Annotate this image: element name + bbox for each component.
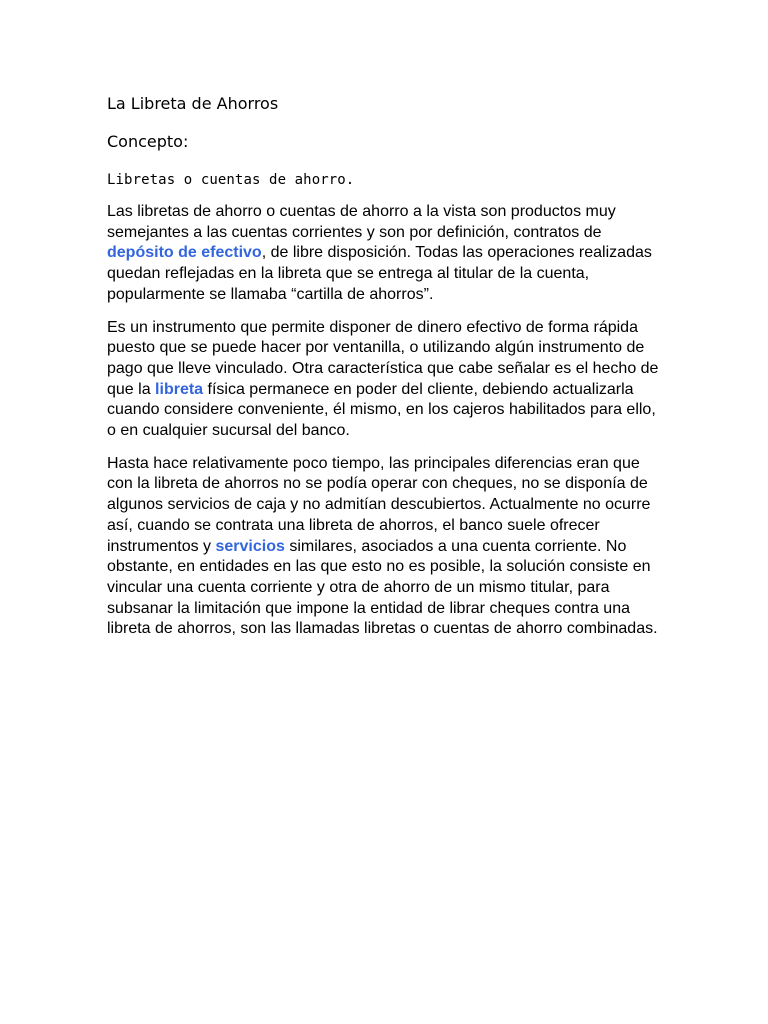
document-page — [107, 92, 667, 652]
paragraph-text: similares, asociados a una cuenta corriente. No obstante, en entidades en las que esto no es posible, la solución consiste en vincular una cuenta corriente y otra de ahorro de un mismo titular, para subsanar la limitación que impone la entidad de librar cheques contra una libreta de ahorros, son las llamadas libretas o cuentas de ahorro combinadas. — [107, 537, 658, 638]
concept-heading: Concepto: — [107, 132, 189, 151]
paragraph-text: Las libretas de ahorro o cuentas de ahorro a la vista son productos muy semejantes a las cuentas corrientes y son por definición, contratos de — [107, 203, 616, 241]
link-deposito-de-efectivo[interactable]: depósito de efectivo — [107, 244, 262, 262]
link-libreta[interactable]: libreta — [155, 380, 204, 398]
section-subtitle: Libretas o cuentas de ahorro. — [107, 172, 355, 188]
document-title: La Libreta de Ahorros — [107, 94, 279, 113]
paragraph-definition — [107, 202, 667, 306]
paragraph-text: , de libre disposición. Todas las operaciones realizadas quedan reflejadas en la libreta que se entrega al titular de la cuenta, popularmente se llamaba “cartilla de ahorros”. — [107, 244, 652, 303]
paragraph-instrument — [107, 318, 667, 442]
paragraph-text: Es un instrumento que permite disponer de dinero efectivo de forma rápida puesto que se puede hacer por ventanilla, o utilizando algún instrumento de pago que lleve vinculado. Otra característica que cabe señalar es el hecho de que la — [107, 318, 659, 398]
paragraph-text: Hasta hace relativamente poco tiempo, las principales diferencias eran que con la libreta de ahorros no se podía operar con cheques, no se disponía de algunos servicios de caja y no admitían descubiertos. Actualmente no ocurre así, cuando se contrata una libreta de ahorros, el banco suele ofrecer instrumentos y — [107, 454, 651, 555]
paragraph-differences — [107, 454, 667, 640]
link-servicios[interactable]: servicios — [215, 537, 285, 555]
paragraph-text: física permanece en poder del cliente, debiendo actualizarla cuando considere conveniente, él mismo, en los cajeros habilitados para ello, o en cualquier sucursal del banco. — [107, 380, 656, 440]
